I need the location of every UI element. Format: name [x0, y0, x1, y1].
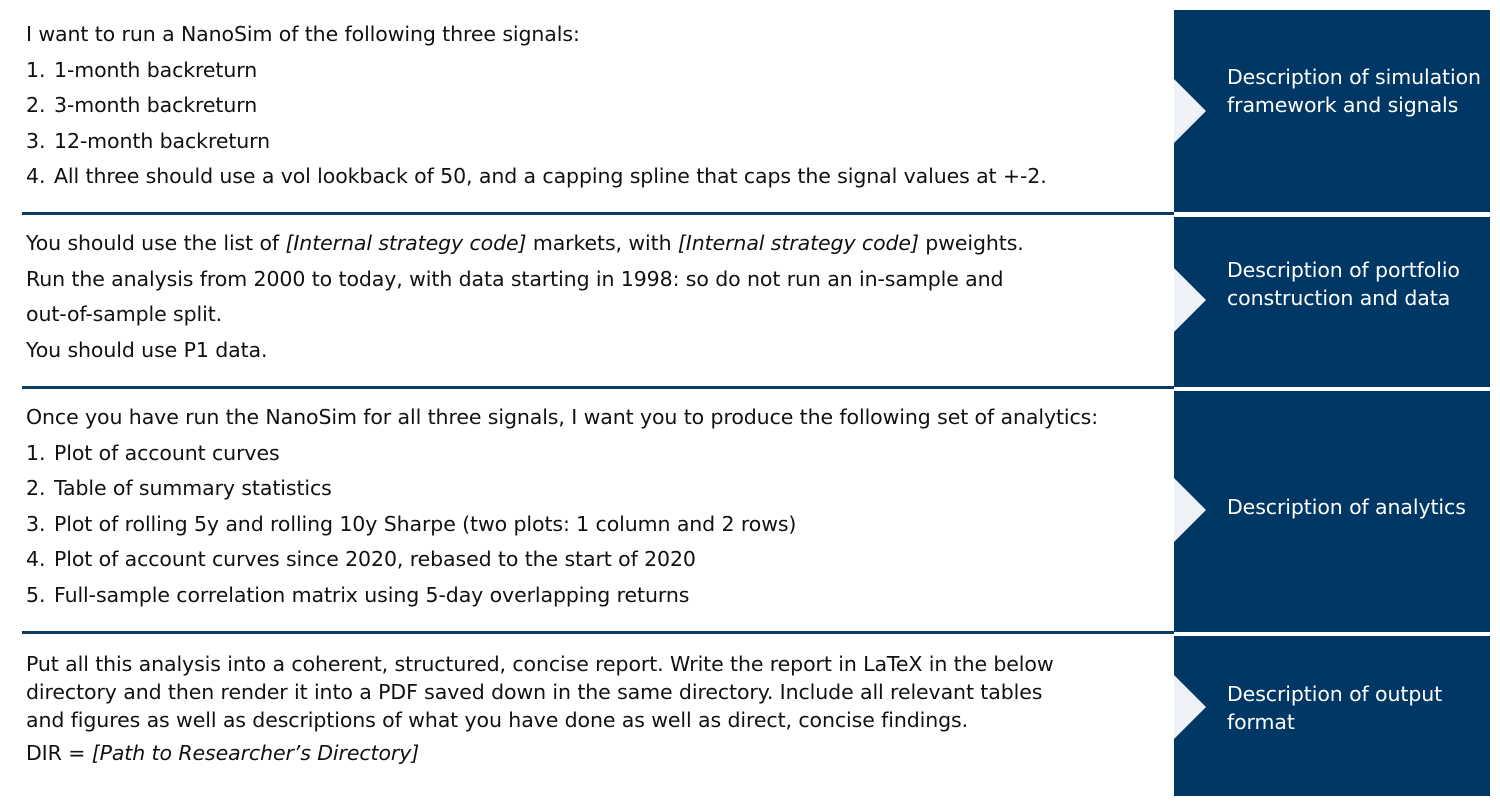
- list-item: [26, 542, 1166, 578]
- intro-text: I want to run a NanoSim of the following three signals:: [26, 22, 580, 46]
- list-text: Plot of account curves since 2020, rebased to the start of 2020: [54, 547, 696, 571]
- list-number: 2.: [26, 93, 46, 117]
- split-line: out-of-sample split.: [26, 302, 223, 326]
- list-text: 3-month backreturn: [54, 93, 258, 117]
- section-output-format: [0, 634, 1500, 802]
- intro-line: [26, 17, 1166, 53]
- panel-label: Description of portfolio construction and data: [1227, 258, 1460, 310]
- chevron-right-icon: [1174, 268, 1206, 332]
- report-line: Put all this analysis into a coherent, structured, concise report. Write the report in LaTeX in the below: [26, 652, 1054, 676]
- section-simulation-framework: [0, 0, 1500, 214]
- list-number: 3.: [26, 128, 46, 153]
- list-text: 12-month backreturn: [54, 128, 271, 153]
- data-source-line: You should use P1 data.: [26, 337, 268, 362]
- list-item: [26, 507, 1166, 543]
- text-run: You should use the list of: [26, 231, 286, 255]
- list-item: [26, 159, 1166, 195]
- label-panel-analytics: [1174, 391, 1490, 632]
- list-number: 5.: [26, 582, 46, 607]
- list-item: [26, 436, 1166, 472]
- list-number: 2.: [26, 476, 46, 500]
- report-line: and figures as well as descriptions of what you have done as well as direct, concise findings.: [26, 708, 969, 732]
- analytics-text: [26, 400, 1166, 613]
- list-item: [26, 88, 1166, 124]
- panel-label: Description of output format: [1227, 682, 1443, 734]
- panel-label: Description of analytics: [1227, 495, 1466, 519]
- panel-label: Description of simulation framework and signals: [1227, 65, 1481, 117]
- directory-line: [26, 734, 1166, 772]
- text-run: pweights.: [918, 231, 1024, 255]
- list-text: All three should use a vol lookback of 50, and a capping spline that caps the signal values at +-2.: [54, 164, 1047, 188]
- section-analytics: [0, 389, 1500, 632]
- text-run: markets, with: [526, 231, 678, 255]
- placeholder-text: [Path to Researcher’s Directory]: [91, 741, 420, 765]
- list-item: [26, 578, 1166, 614]
- list-text: Full-sample correlation matrix using 5-day overlapping returns: [54, 582, 690, 607]
- label-panel-simulation: [1174, 10, 1490, 212]
- placeholder-text: [Internal strategy code]: [285, 231, 527, 255]
- chevron-right-icon: [1174, 675, 1206, 739]
- chevron-right-icon: [1174, 79, 1206, 143]
- list-item: [26, 53, 1166, 89]
- analysis-period-line: Run the analysis from 2000 to today, with data starting in 1998: so do not run an in-sample and: [26, 266, 1004, 291]
- intro-line: [26, 400, 1166, 436]
- intro-text: Once you have run the NanoSim for all three signals, I want you to produce the following set of analytics:: [26, 405, 1099, 429]
- list-number: 1.: [26, 57, 46, 82]
- text-run: DIR =: [26, 741, 92, 765]
- list-text: Table of summary statistics: [54, 476, 332, 500]
- label-panel-portfolio: [1174, 217, 1490, 387]
- placeholder-text: [Internal strategy code]: [677, 231, 919, 255]
- list-number: 4.: [26, 547, 46, 571]
- list-number: 1.: [26, 440, 46, 465]
- list-item: [26, 124, 1166, 160]
- list-text: Plot of rolling 5y and rolling 10y Sharpe (two plots: 1 column and 2 rows): [54, 511, 797, 536]
- section-portfolio-construction: [0, 215, 1500, 387]
- simulation-framework-text: [26, 17, 1166, 195]
- chevron-right-icon: [1174, 478, 1206, 542]
- list-number: 4.: [26, 164, 46, 188]
- list-text: Plot of account curves: [54, 440, 280, 465]
- markets-line: [26, 226, 1166, 262]
- report-line: directory and then render it into a PDF saved down in the same directory. Include all relevant tables: [26, 680, 1043, 704]
- list-item: [26, 471, 1166, 507]
- list-text: 1-month backreturn: [54, 57, 258, 82]
- list-number: 3.: [26, 511, 46, 536]
- label-panel-output: [1174, 636, 1490, 796]
- output-format-text: [26, 650, 1166, 772]
- portfolio-construction-text: [26, 226, 1166, 368]
